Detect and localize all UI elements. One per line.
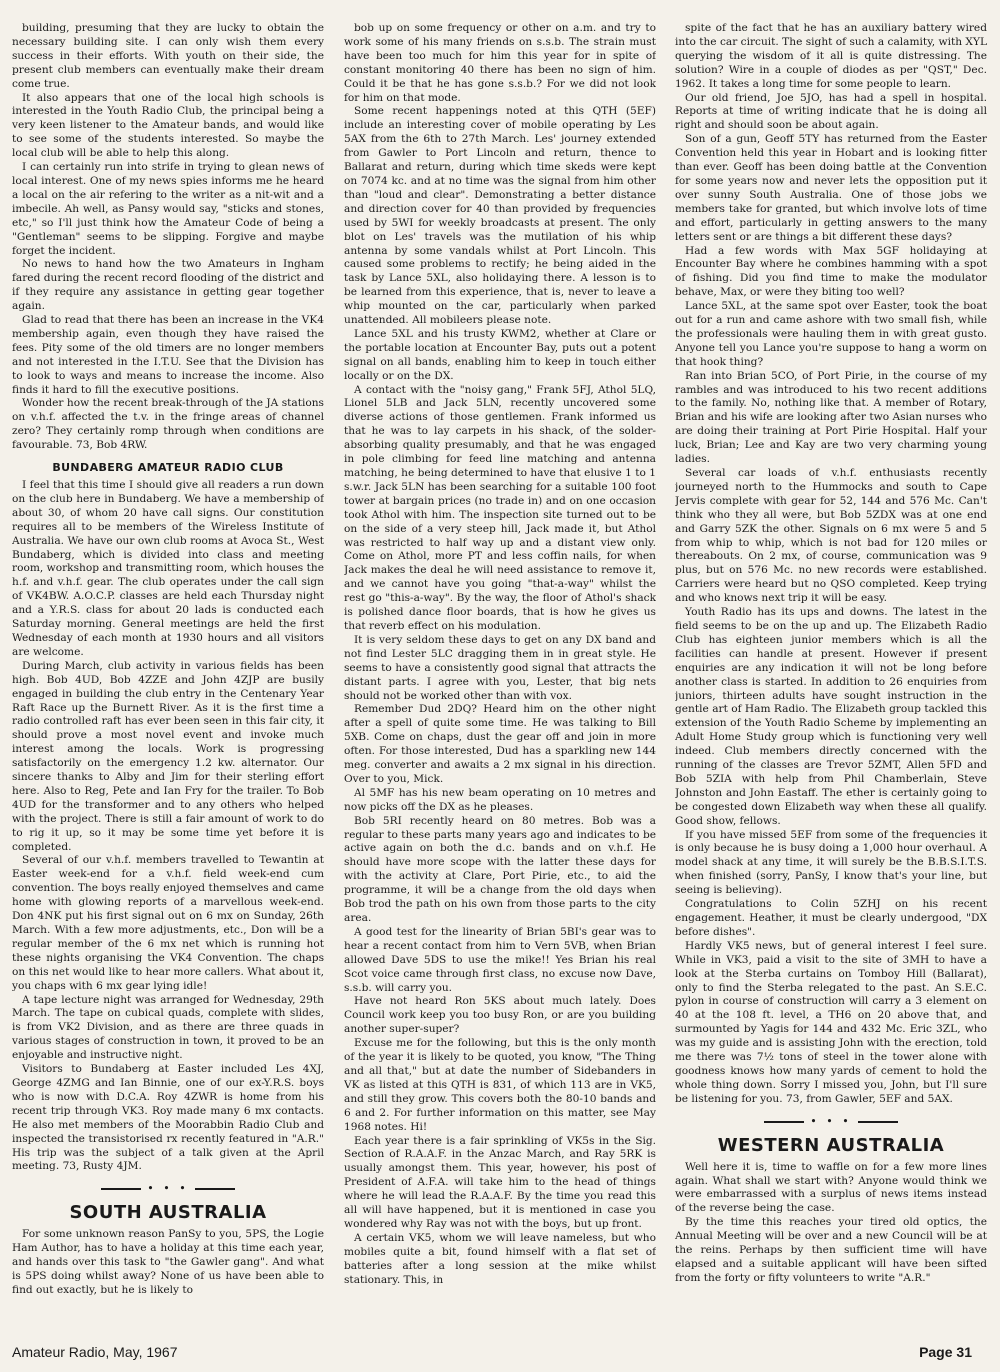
- paragraph: Wonder how the recent break-through of the JA stations on v.h.f. affected the t.v. in the fringe areas of channel zero? They certainly romp through when conditions are favourable. 73, Bob 4RW.: [12, 397, 324, 452]
- paragraph: Several car loads of v.h.f. enthusiasts recently journeyed north to the Hummocks and south to Cape Jervis complete with gear for 52, 144 and 576 Mc. Can't think who they all were, but Bob 5ZDX was at one end and Garry 5ZK the other. Signals on 6 mx were 5 and 5 from whip to whip, which is not bad for 120 miles or thereabouts. On 2 mx, of course, communication was 9 plus, but on 576 Mc. no new records were established. Carriers were heard but no QSO completed. Keep trying and who knows next trip it will be easy.: [675, 467, 987, 605]
- paragraph: If you have missed 5EF from some of the frequencies it is only because he is busy doing a 1,000 hour overhaul. A model shack at any time, it will surely be the B.B.S.I.T.S. when finished (sorry, PanSy, I know that's your line, but seeing is believing).: [675, 828, 987, 897]
- paragraph: During March, club activity in various fields has been high. Bob 4UD, Bob 4ZZE and John 4ZJP are busily engaged in building the club entry in the Centenary Year Raft Race up the Burnett River. As it is the first time a radio controlled raft has ever been seen in this fair city, it should prove a most novel event and invoke much interest among the locals. Work is progressing satisfactorily on the emergency 1.2 kw. alternator. Our sincere thanks to Alby and Jim for their sterling effort here. Also to Reg, Pete and Ian Fry for the trailer. To Bob 4UD for the transformer and to any others who helped with the project. There is still a fair amount of work to do to rig it up, so it may be some time yet before it is completed.: [12, 659, 324, 853]
- heading-bundaberg-club: BUNDABERG AMATEUR RADIO CLUB: [52, 461, 284, 475]
- heading-south-australia: SOUTH AUSTRALIA: [69, 1202, 267, 1224]
- paragraph: Congratulations to Colin 5ZHJ on his recent engagement. Heather, it must be clearly undergood, "DX before dishes".: [675, 898, 987, 938]
- page-footer: [12, 1344, 972, 1360]
- paragraph: Youth Radio has its ups and downs. The latest in the field seems to be on the up and up. The Elizabeth Radio Club has eighteen junior members which is all the facilities can handle at present. However if present enquiries are any indication it will not be long before another class is started. In addition to 26 enquiries from juniors, thirteen adults have sought instruction in the gentle art of Ham Radio. The Elizabeth group tackled this extension of the Youth Radio Scheme by implementing an Adult Home Study group which is functioning very well indeed. Club members directly concerned with the running of the classes are Trevor 5ZMT, Allen 5FD and Bob 5ZIA with help from Phil Chamberlain, Steve Johnston and John Eastaff. The ether is certainly going to be congested down Elizabeth way when these all qualify. Good show, fellows.: [675, 606, 987, 827]
- paragraph: Excuse me for the following, but this is the only month of the year it is likely to be quoted, you know, "The Thing and all that," but at date the number of Sidebanders in VK as listed at this QTH is 831, of which 113 are in VK5, and still they grow. This covers both the 80-10 bands and 6 and 2. For further information on this matter, see May 1968 notes. Hi!: [344, 1037, 656, 1133]
- paragraph: Hardly VK5 news, but of general interest I feel sure. While in VK3, paid a visit to the site of 3MH to have a look at the Sterba curtains on Tomboy Hill (Ballarat), only to find the Sterba relegated to the past. An S.E.C. pylon in course of construction will carry a 3 element on 40 at the 108 ft. level, a TH6 on 20 above that, and surmounted by Yagis for 144 and 432 Mc. Eric 3ZL, who was my guide and is assisting John with the erection, told me there was 7½ tons of steel in the tower alone with goodness knows how many yards of cement to hold the whole thing down. Sorry I missed you, John, but I'll sure be listening for you. 73, from Gawler, 5EF and 5AX.: [675, 939, 987, 1105]
- paragraph: Each year there is a fair sprinkling of VK5s in the Sig. Section of R.A.A.F. in the Anzac March, and Ray 5RK is usually amongst them. This year, however, his post of President of A.F.A. will take him to the head of things where he will lead the R.A.A.F. By the time you read this all will have happened, but it is mentioned in case you wondered why Ray was not with the boys, but up front.: [344, 1134, 656, 1230]
- paragraph: For some unknown reason PanSy to you, 5PS, the Logie Ham Author, has to have a holiday at this time each year, and hands over this task to "the Gawler gang". And what is 5PS doing whilst away? None of us have been able to find out exactly, but he is likely to: [12, 1228, 324, 1296]
- paragraph: By the time this reaches your tired old optics, the Annual Meeting will be over and a new Council will be at the reins. Perhaps by then sufficient time will have elapsed and a suitable applicant will have been sifted from the forty or fifty volunteers to write "A.R.": [675, 1216, 987, 1284]
- paragraph: Had a few words with Max 5GF holidaying at Encounter Bay where he combines hamming with a spot of fishing. Did you find time to make the modulator behave, Max, or were they biting too well?: [675, 244, 987, 299]
- paragraph: It is very seldom these days to get on any DX band and not find Lester 5LC dragging them in in great style. He seems to have a consistently good signal that attracts the distant parts. I agree with you, Lester, that big nets should not be worked other than with vox.: [344, 633, 656, 702]
- paragraph: Well here it is, time to waffle on for a few more lines again. What shall we start with? Anyone would think we were embarrassed with a surplus of news items instead of the reverse being the case.: [675, 1160, 987, 1215]
- footer-publication: Amateur Radio, May, 1967: [12, 1344, 178, 1360]
- paragraph: A tape lecture night was arranged for Wednesday, 29th March. The tape on cubical quads, complete with slides, is from VK2 Division, and as there are three quads in various stages of construction in town, it proved to be an enjoyable and instructive night.: [12, 993, 324, 1062]
- paragraph: Lance 5XL and his trusty KWM2, whether at Clare or the portable location at Encounter Bay, puts out a potent signal on all bands, enabling him to keep in touch either locally or on the DX.: [344, 327, 656, 382]
- paragraph: bob up on some frequency or other on a.m. and try to work some of his many friends on s.s.b. The strain must have been too much for him this year for in spite of constant monitoring 40 there has been no sign of him. Could it be that he has gone s.s.b.? For we did not look for him on that mode.: [344, 22, 656, 104]
- paragraph: No news to hand how the two Amateurs in Ingham fared during the recent record flooding of the district and if they require any assistance in getting gear together again.: [12, 258, 324, 313]
- page-number: Page 31: [919, 1344, 972, 1360]
- paragraph: Bob 5RI recently heard on 80 metres. Bob was a regular to these parts many years ago and indicates to be active again on both the d.c. bands and on v.h.f. He should have more scope with the latter these days for with the activity at Clare, Port Pirie, etc., to aid the programme, it will be a change from the old days when Bob trod the path on his own from those parts to the city area.: [344, 814, 656, 924]
- section-divider: • • •: [675, 1115, 987, 1129]
- paragraph: Some recent happenings noted at this QTH (5EF) include an interesting cover of mobile operating by Les 5AX from the 6th to 27th March. Les' journey extended from Gawler to Port Lincoln and return, thence to Ballarat and return, during which time skeds were kept on 7074 kc. and at no time was the signal from him other than "loud and clear". Demonstrating a better distance and direction cover for 40 than provided by frequencies used by 5WI for weekly broadcasts at present. The only blot on Les' travels was the mutilation of his whip antenna by some vandals whilst at Port Lincoln. This caused some problems to rectify; he being aided in the task by Lance 5XL, also holidaying there. A lesson is to be learned from this experience, that is, never to leave a whip mounted on the car, particularly when parked unattended. All mobileers please note.: [344, 105, 656, 327]
- paragraph: Glad to read that there has been an increase in the VK4 membership again, even though they have raised the fees. Pity some of the old timers are no longer members and not interested in the I.T.U. See that the Division has to look to ways and means to increase the income. Also finds it hard to fill the executive positions.: [12, 314, 324, 396]
- section-divider: • • •: [12, 1182, 324, 1196]
- paragraph: Our old friend, Joe 5JO, has had a spell in hospital. Reports at time of writing indicate that he is doing all right and should soon be about again.: [675, 91, 987, 132]
- paragraph: Have not heard Ron 5KS about much lately. Does Council work keep you too busy Ron, or are you building another super-super?: [344, 995, 656, 1036]
- paragraph: Remember Dud 2DQ? Heard him on the other night after a spell of quite some time. He was talking to Bill 5XB. Come on chaps, dust the gear off and join in more often. For those interested, Dud has a sparkling new 144 meg. converter and awaits a 2 mx signal in his direction. Over to you, Mick.: [344, 703, 656, 785]
- column-middle: [344, 22, 656, 1340]
- heading-western-australia: WESTERN AUSTRALIA: [717, 1134, 945, 1156]
- paragraph: I feel that this time I should give all readers a run down on the club here in Bundaberg. We have a membership of about 30, of whom 20 have call signs. Our constitution requires all to be members of the Wireless Institute of Australia. We have our own club rooms at Avoca St., West Bundaberg, which is divided into class and meeting room, workshop and transmitting room, which houses the h.f. and v.h.f. gear. The club operates under the call sign of VK4BW. A.O.C.P. classes are held each Thursday night and a Y.R.S. class for about 20 lads is conducted each Saturday morning. General meetings are held the first Wednesday of each month at 1930 hours and all visitors are welcome.: [12, 479, 324, 658]
- paragraph: A contact with the "noisy gang," Frank 5FJ, Athol 5LQ, Lionel 5LB and Jack 5LN, recently uncovered some diverse actions of those gentlemen. Frank informed us that he was to lay carpets in his shack, of the solder-absorbing quality presumably, and that he was engaged in pole climbing for feed line matching and antenna matching, he being determined to have that elusive 1 to 1 s.w.r. Jack 5LN has been searching for a suitable 100 foot tower at bargain prices (no trade in) and on one occasion took Athol with him. The inspection site turned out to be on the side of a very steep hill, Jack made it, but Athol was restricted to half way up and a distant view only. Come on Athol, more PT and less coffin nails, for when Jack makes the deal he will need assistance to remove it, and we cannot have you going "that-a-way" whilst the rest go "this-a-way". By the way, the floor of Athol's shack is polished dance floor boards, that is how he gives us that reverb effect on his modulation.: [344, 383, 656, 632]
- paragraph: Lance 5XL, at the same spot over Easter, took the boat out for a run and came ashore with two small fish, while the professionals were hauling them in with great gusto. Anyone tell you Lance you're suppose to hang a worm on that hook thing?: [675, 300, 987, 368]
- paragraph: Son of a gun, Geoff 5TY has returned from the Easter Convention held this year in Hobart and is looking fitter than ever. Geoff has been doing battle at the Convention for some years now and never lets the opposition put it over sunny South Australia. One of those jobs we members take for granted, but which involve lots of time and effort, particularly in getting answers to the many letters sent or are things a bit different these days?: [675, 133, 987, 243]
- column-left: [12, 22, 324, 1340]
- paragraph: It also appears that one of the local high schools is interested in the Youth Radio Club, the principal being a very keen listener to the Amateur bands, and would like to see some of the students interested. So maybe the local club will be able to help this along.: [12, 91, 324, 160]
- column-right: [675, 22, 987, 1340]
- paragraph: Several of our v.h.f. members travelled to Tewantin at Easter week-end for a v.h.f. field week-end cum convention. The boys really enjoyed themselves and came home with glowing reports of a marvellous week-end. Don 4NK put his first signal out on 6 mx on Sunday, 26th March. With a few more adjustments, etc., Don will be a regular member of the 6 mx net which is running hot these nights organising the VK4 Convention. The chaps on this net would like to hear more callers. What about it, you chaps with 6 mx gear lying idle!: [12, 854, 324, 992]
- paragraph: building, presuming that they are lucky to obtain the necessary building site. I can only wish them every success in their efforts. With youth on their side, the present club members can eventually make their dream come true.: [12, 22, 324, 90]
- paragraph: A good test for the linearity of Brian 5BI's gear was to hear a recent contact from him to Vern 5VB, when Brian allowed Dave 5DS to use the mike!! Yes Brian his real Scot voice came through first class, no excuse now Dave, s.s.b. will carry you.: [344, 925, 656, 994]
- paragraph: Visitors to Bundaberg at Easter included Les 4XJ, George 4ZMG and Ian Binnie, one of our ex-Y.R.S. boys who is now with D.C.A. Roy 4ZWR is home from his recent trip through VK3. Roy made many 6 mx contacts. He also met members of the Moorabbin Radio Club and inspected the transistorised rx recently featured in "A.R." His trip was the subject of a talk given at the April meeting. 73, Rusty 4JM.: [12, 1063, 324, 1173]
- paragraph: Ran into Brian 5CO, of Port Pirie, in the course of my rambles and was introduced to his two recent additions to the family. No, nothing like that. A member of Rotary, Brian and his wife are looking after two Asian nurses who are doing their training at Port Pirie Hospital. Half your luck, Brian; Lee and Kay are two very charming young ladies.: [675, 369, 987, 466]
- paragraph: I can certainly run into strife in trying to glean news of local interest. One of my news spies informs me he heard a local on the air refering to the writer as a nit-wit and a imbecile. Ah well, as Pansy would say, "sticks and stones, etc," so I'll just think how the Amateur Code of being a "Gentleman" seems to be slipping. Forgive and maybe forget the incident.: [12, 161, 324, 257]
- paragraph: spite of the fact that he has an auxiliary battery wired into the car circuit. The sight of such a calamity, with XYL querying the wisdom of it all is quite distressing. The solution? Wire in a couple of diodes as per "QST," Dec. 1962. It takes a long time for some people to learn.: [675, 22, 987, 90]
- paragraph: A certain VK5, whom we will leave nameless, but who mobiles quite a bit, found himself with a flat set of batteries after a long session at the mike whilst stationary. This, in: [344, 1231, 656, 1286]
- paragraph: Al 5MF has his new beam operating on 10 metres and now picks off the DX as he pleases.: [344, 786, 656, 813]
